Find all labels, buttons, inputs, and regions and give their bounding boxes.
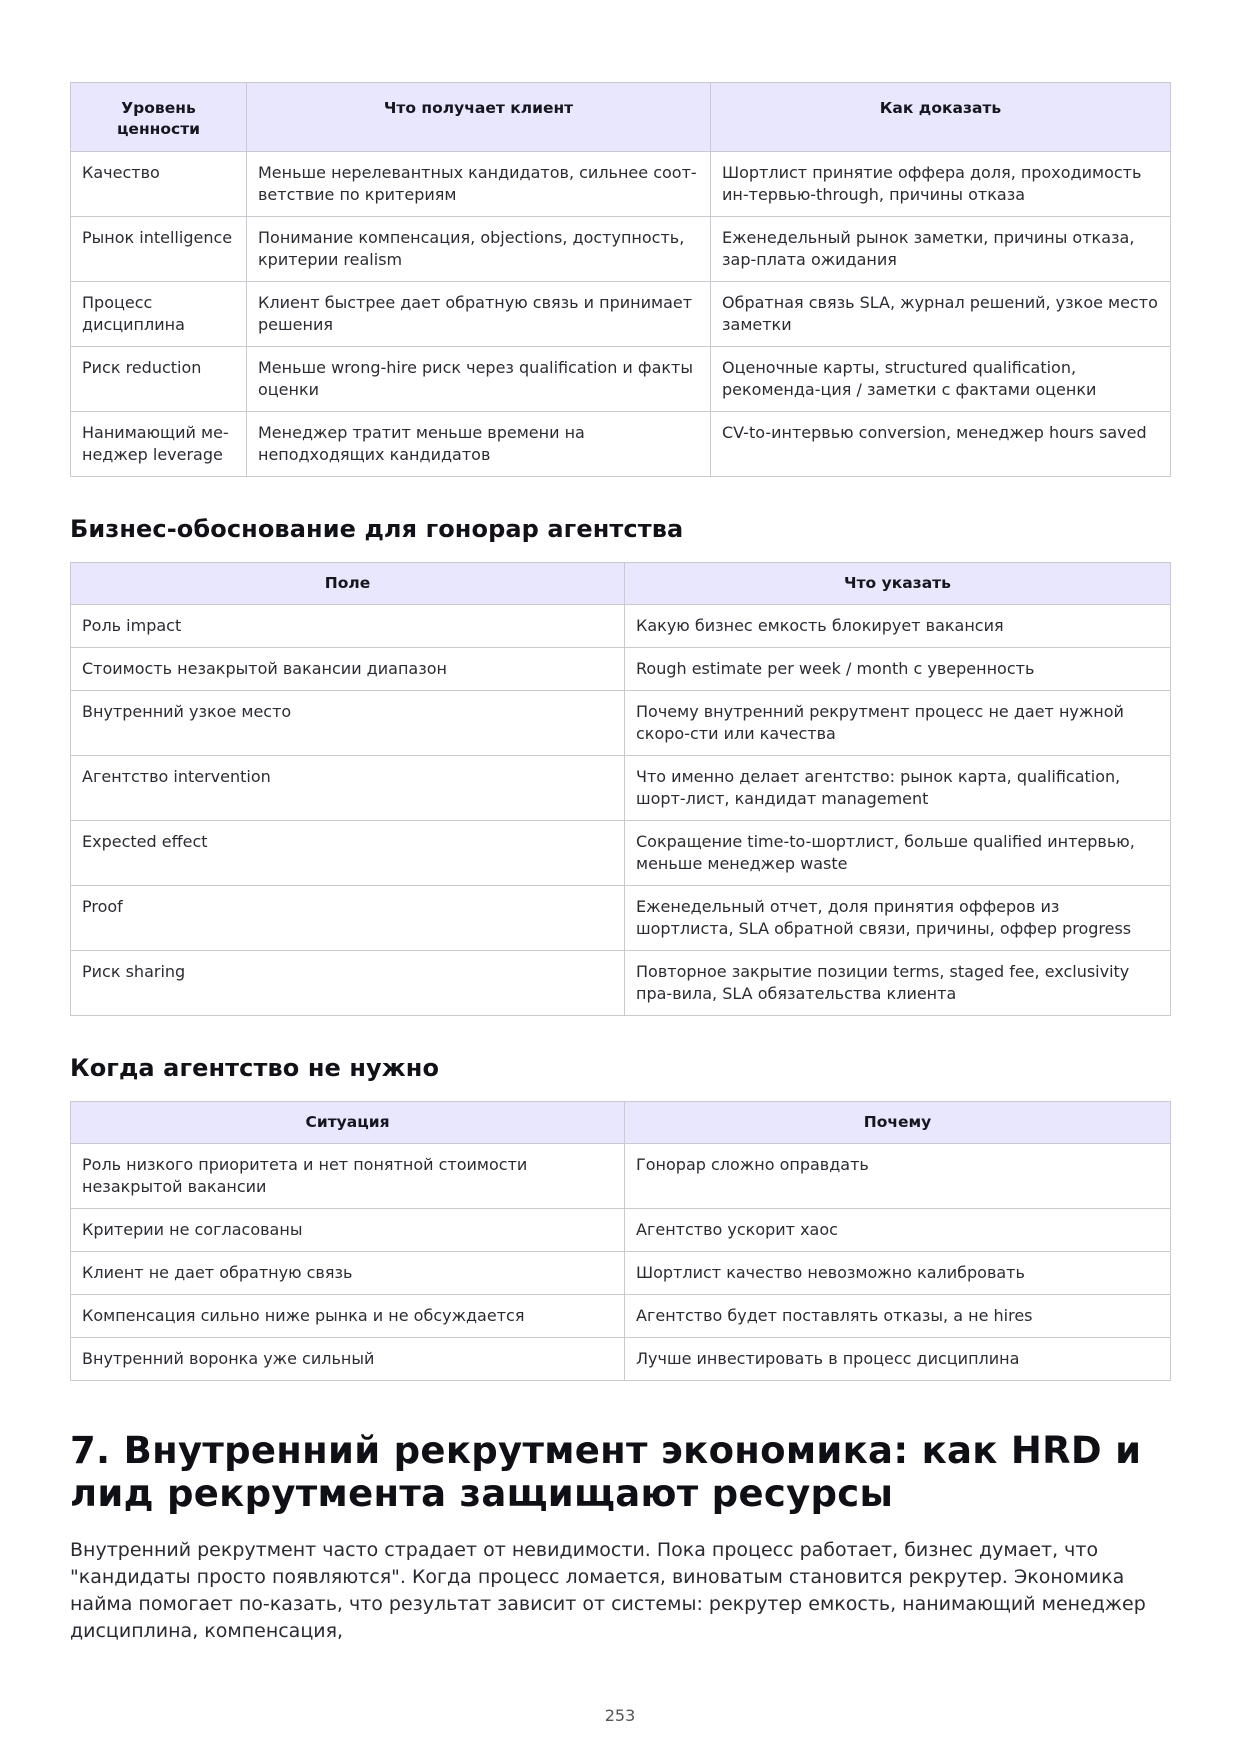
table-row bbox=[71, 951, 1171, 1016]
table-cell: Агентство будет поставлять отказы, а не hires bbox=[625, 1295, 1171, 1338]
table-header-row bbox=[71, 83, 1171, 152]
table-cell: Proof bbox=[71, 886, 625, 951]
table-cell: Шортлист принятие оффера доля, проходимость ин-тервью-through, причины отказа bbox=[711, 152, 1171, 217]
table-cell: Сокращение time-to-шортлист, больше qualified интервью, меньше менеджер waste bbox=[625, 821, 1171, 886]
table-cell: Риск reduction bbox=[71, 347, 247, 412]
table-cell: Агентство ускорит хаос bbox=[625, 1209, 1171, 1252]
table-cell: Качество bbox=[71, 152, 247, 217]
table-cell: Стоимость незакрытой вакансии диапазон bbox=[71, 648, 625, 691]
table-row bbox=[71, 1209, 1171, 1252]
table-cell: Что именно делает агентство: рынок карта, qualification, шорт-лист, кандидат management bbox=[625, 756, 1171, 821]
value-levels-table bbox=[70, 82, 1171, 477]
chapter-heading: 7. Внутренний рекрутмент экономика: как HRD и лид рекрутмента защищают ресурсы bbox=[70, 1429, 1142, 1515]
table-cell: Роль impact bbox=[71, 605, 625, 648]
table-row bbox=[71, 691, 1171, 756]
table-row bbox=[71, 1295, 1171, 1338]
table-cell: Меньше нерелевантных кандидатов, сильнее соот-ветствие по критериям bbox=[247, 152, 711, 217]
table-cell: Повторное закрытие позиции terms, staged fee, exclusivity пра-вила, SLA обязательства клиента bbox=[625, 951, 1171, 1016]
table-cell: Еженедельный рынок заметки, причины отказа, зар-плата ожидания bbox=[711, 217, 1171, 282]
table-cell: Какую бизнес емкость блокирует вакансия bbox=[625, 605, 1171, 648]
table-row bbox=[71, 217, 1171, 282]
column-header: Ситуация bbox=[71, 1102, 625, 1144]
table-row bbox=[71, 1252, 1171, 1295]
table-cell: Компенсация сильно ниже рынка и не обсуждается bbox=[71, 1295, 625, 1338]
table-row bbox=[71, 1338, 1171, 1381]
table-row bbox=[71, 152, 1171, 217]
table-cell: Критерии не согласованы bbox=[71, 1209, 625, 1252]
table-cell: Expected effect bbox=[71, 821, 625, 886]
table-cell: Рынок intelligence bbox=[71, 217, 247, 282]
table-cell: Внутренний воронка уже сильный bbox=[71, 1338, 625, 1381]
body-paragraph: Внутренний рекрутмент часто страдает от невидимости. Пока процесс работает, бизнес думает, что "кандидаты просто появляются". Когда процесс ломается, виноватым становится рекрутер. Экономика найма помогает по-казать, что результат зависит от системы: рекрутер емкость, нанимающий менеджер дисциплина, компенсация, bbox=[70, 1539, 1146, 1642]
table-row bbox=[71, 821, 1171, 886]
table-row bbox=[71, 1144, 1171, 1209]
table-header-row bbox=[71, 1102, 1171, 1144]
table-row bbox=[71, 347, 1171, 412]
table-row bbox=[71, 886, 1171, 951]
column-header: Как доказать bbox=[711, 83, 1171, 152]
column-header: Что указать bbox=[625, 563, 1171, 605]
section-heading: Бизнес-обоснование для гонорар агентства bbox=[70, 515, 684, 543]
table-cell: Внутренний узкое место bbox=[71, 691, 625, 756]
table-row bbox=[71, 282, 1171, 347]
column-header: Уровень ценности bbox=[71, 83, 247, 152]
table-cell: Агентство intervention bbox=[71, 756, 625, 821]
page-content bbox=[70, 82, 1171, 1645]
table-header-row bbox=[71, 563, 1171, 605]
table-cell: Менеджер тратит меньше времени на неподходящих кандидатов bbox=[247, 412, 711, 477]
table-cell: Почему внутренний рекрутмент процесс не дает нужной скоро-сти или качества bbox=[625, 691, 1171, 756]
table-cell: Риск sharing bbox=[71, 951, 625, 1016]
column-header: Почему bbox=[625, 1102, 1171, 1144]
table-cell: Шортлист качество невозможно калибровать bbox=[625, 1252, 1171, 1295]
table-cell: Rough estimate per week / month с уверенность bbox=[625, 648, 1171, 691]
table-cell: Меньше wrong-hire риск через qualification и факты оценки bbox=[247, 347, 711, 412]
table-cell: Понимание компенсация, objections, доступность, критерии realism bbox=[247, 217, 711, 282]
table-cell: Лучше инвестировать в процесс дисциплина bbox=[625, 1338, 1171, 1381]
table-cell: Гонорар сложно оправдать bbox=[625, 1144, 1171, 1209]
table-row bbox=[71, 648, 1171, 691]
table-row bbox=[71, 756, 1171, 821]
column-header: Что получает клиент bbox=[247, 83, 711, 152]
column-header: Поле bbox=[71, 563, 625, 605]
table-cell: Клиент не дает обратную связь bbox=[71, 1252, 625, 1295]
table-cell: Еженедельный отчет, доля принятия офферов из шортлиста, SLA обратной связи, причины, оффер progress bbox=[625, 886, 1171, 951]
table-cell: Клиент быстрее дает обратную связь и принимает решения bbox=[247, 282, 711, 347]
business-case-table bbox=[70, 562, 1171, 1016]
table-cell: Процесс дисциплина bbox=[71, 282, 247, 347]
page-number: 253 bbox=[604, 1706, 636, 1725]
table-cell: Роль низкого приоритета и нет понятной стоимости незакрытой вакансии bbox=[71, 1144, 625, 1209]
table-cell: Обратная связь SLA, журнал решений, узкое место заметки bbox=[711, 282, 1171, 347]
table-cell: Нанимающий ме-неджер leverage bbox=[71, 412, 247, 477]
table-row bbox=[71, 605, 1171, 648]
agency-not-needed-table bbox=[70, 1101, 1171, 1381]
table-cell: Оценочные карты, structured qualification, рекоменда-ция / заметки с фактами оценки bbox=[711, 347, 1171, 412]
table-row bbox=[71, 412, 1171, 477]
section-heading: Когда агентство не нужно bbox=[70, 1054, 440, 1082]
table-cell: CV-to-интервью conversion, менеджер hours saved bbox=[711, 412, 1171, 477]
